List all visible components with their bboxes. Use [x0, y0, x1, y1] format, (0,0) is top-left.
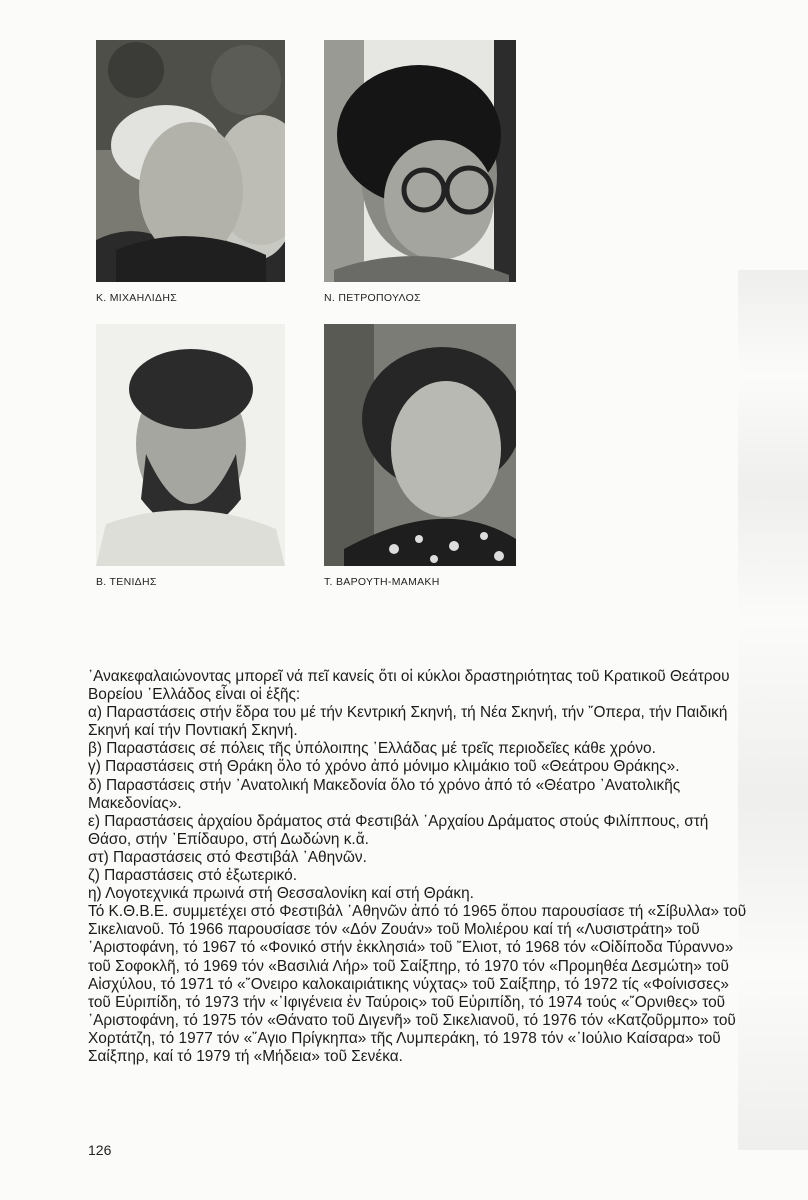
portrait-icon: [324, 40, 516, 282]
photo-michailidis: [96, 40, 285, 282]
photo-tenidis: [96, 324, 285, 566]
background-watermark: [738, 270, 808, 1150]
list-item: στ) Παραστάσεις στό Φεστιβάλ ᾿Αθηνῶν.: [88, 848, 367, 866]
caption-michailidis: Κ. ΜΙΧΑΗΛΙΔΗΣ: [96, 292, 178, 304]
photo-petropoulos: [324, 40, 516, 282]
list-item: β) Παραστάσεις σέ πόλεις τῆς ὑπόλοιπης ῾Ελλάδας μέ τρεῖς περιοδεῖες κάθε χρόνο.: [88, 740, 656, 758]
caption-varouti-mamaki: Τ. ΒΑΡΟΥΤΗ-ΜΑΜΑΚΗ: [324, 576, 440, 588]
portrait-icon: [324, 324, 516, 566]
caption-tenidis: Β. ΤΕΝΙΔΗΣ: [96, 576, 157, 588]
paragraph-intro: ᾿Ανακεφαλαιώνοντας μπορεῖ νά πεῖ κανείς ὅτι οἱ κύκλοι δραστηριότητας τοῦ Κρατικοῦ Θεάτρου Βορείου ῾Ελλάδος εἶναι οἱ ἑξῆς:: [88, 668, 730, 704]
list-item: ζ) Παραστάσεις στό ἐξωτερικό.: [88, 867, 298, 885]
paragraph-festival: Τό Κ.Θ.Β.Ε. συμμετέχει στό Φεστιβάλ ᾿Αθηνῶν ἀπό τό 1965 ὅπου παρουσίασε τή «Σίβυλλα» τοῦ Σικελιανοῦ. Τό 1966 παρουσίασε τόν «Δόν Ζουάν» τοῦ Μολιέρου καί τή «Λυσιστράτη» τοῦ ᾿Αριστοφάνη, τό 1967 τό «Φονικό στήν ἐκκλησιά» τοῦ ῎Ελιοτ, τό 1968 τόν «Οἰδίποδα Τύραννο» τοῦ Σοφοκλῆ, τό 1969 τόν «Βασιλιά Λήρ» τοῦ Σαίξπηρ, τό 1970 τόν «Προμηθέα Δεσμώτη» τοῦ Αἰσχύλου, τό 1971 τό «῎Ονειρο καλοκαιριάτικης νύχτας» τοῦ Σαίξπηρ, τό 1972 τίς «Φοίνισσες» τοῦ Εὐριπίδη, τό 1973 τήν «᾿Ιφιγένεια ἐν Ταύροις» τοῦ Εὐριπίδη, τό 1974 τούς «῎Ορνιθες» τοῦ ᾿Αριστοφάνη, τό 1975 τόν «Θάνατο τοῦ Διγενῆ» τοῦ Σικελιανοῦ, τό 1976 τόν «Κατζοῦρμπο» τοῦ Χορτάτζη, τό 1977 τόν «῞Αγιο Πρίγκηπα» τῆς Λυμπεράκη, τό 1978 τόν «᾿Ιούλιο Καίσαρα» τοῦ Σαίξπηρ, καί τό 1979 τή «Μήδεια» τοῦ Σενέκα.: [88, 903, 747, 1065]
list-item: η) Λογοτεχνικά πρωινά στή Θεσσαλονίκη καί στή Θράκη.: [88, 885, 474, 903]
list-item: δ) Παραστάσεις στήν ᾿Ανατολική Μακεδονία ὅλο τό χρόνο ἀπό τό «Θέατρο ᾿Ανατολικῆς Μακεδονίας».: [88, 776, 681, 812]
portrait-icon: [96, 40, 285, 282]
page-number: 126: [88, 1142, 112, 1158]
body-text: [88, 668, 748, 1066]
list-item: ε) Παραστάσεις ἀρχαίου δράματος στά Φεστιβάλ ᾿Αρχαίου Δράματος στούς Φιλίππους, στή Θάσο, στήν ᾿Επίδαυρο, στή Δωδώνη κ.ἄ.: [88, 812, 709, 848]
list-item: γ) Παραστάσεις στή Θράκη ὅλο τό χρόνο ἀπό μόνιμο κλιμάκιο τοῦ «Θεάτρου Θράκης».: [88, 758, 680, 776]
caption-petropoulos: Ν. ΠΕΤΡΟΠΟΥΛΟΣ: [324, 292, 421, 304]
list-item: α) Παραστάσεις στήν ἕδρα του μέ τήν Κεντρική Σκηνή, τή Νέα Σκηνή, τήν ῎Οπερα, τήν Παιδική Σκηνή καί τήν Ποντιακή Σκηνή.: [88, 704, 728, 740]
portrait-icon: [96, 324, 285, 566]
photo-varouti-mamaki: [324, 324, 516, 566]
